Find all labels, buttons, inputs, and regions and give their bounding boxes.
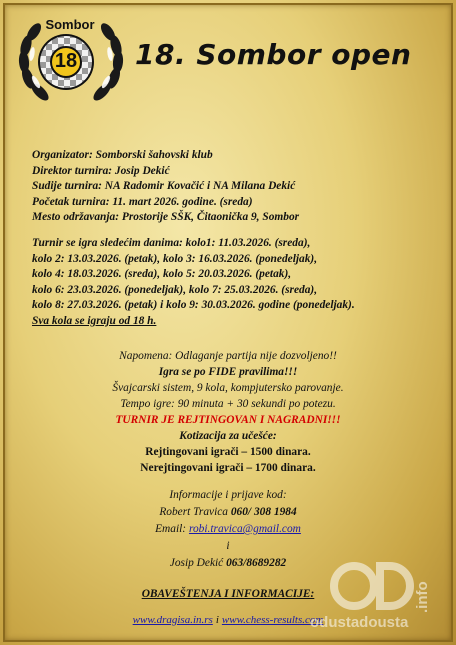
director-line: Direktor turnira: Josip Dekić <box>32 164 170 177</box>
schedule-line: kolo 6: 23.03.2026. (ponedeljak), kolo 7: 25.03.2026. (sreda), <box>32 283 318 296</box>
fide-rules-note: Igra se po FIDE pravilima!!! <box>158 366 298 378</box>
watermark-side-text: .info <box>414 581 431 613</box>
fee-title: Kotizacija za učešće: <box>179 430 277 442</box>
chess-results-link[interactable]: www.chess-results.com <box>221 614 324 626</box>
email-link[interactable]: robi.travica@gmail.com <box>188 523 301 535</box>
footer-links <box>0 614 456 626</box>
organizer-line: Organizator: Somborski šahovski klub <box>32 149 213 161</box>
round-schedule <box>32 236 447 330</box>
schedule-line: Turnir se igra sledećim danima: kolo1: 11.03.2026. (sreda), <box>32 237 311 249</box>
contact-heading: Informacije i prijave kod: <box>169 489 287 501</box>
sombor-logo <box>10 8 132 113</box>
footer-title: OBAVEŠTENJA I INFORMACIJE: <box>141 588 315 600</box>
page-title: 18. Sombor open <box>135 38 412 71</box>
schedule-line: kolo 8: 27.03.2026. (petak) i kolo 9: 30.03.2026. godine (ponedeljak). <box>32 299 355 312</box>
schedule-line: kolo 4: 18.03.2026. (sreda), kolo 5: 20.03.2026. (petak), <box>32 268 292 281</box>
system-note: Švajcarski sistem, 9 kola, kompjutersko parovanje. <box>112 382 344 394</box>
arbiters-line: Sudije turnira: NA Radomir Kovačić i NA Milana Dekić <box>32 180 296 193</box>
contact-phone-2: 063/8689282 <box>226 557 287 569</box>
postpone-note: Napomena: Odlaganje partija nije dozvoljeno!! <box>119 350 337 362</box>
watermark-text: odustadousta <box>310 614 409 631</box>
rated-announcement: TURNIR JE REJTINGOVAN I NAGRADNI!!! <box>115 414 341 426</box>
dragisa-link[interactable]: www.dragisa.in.rs <box>132 614 213 626</box>
logo-number: 18 <box>54 50 78 72</box>
tempo-note: Tempo igre: 90 minuta + 30 sekundi po potezu. <box>120 398 336 410</box>
rules-notes <box>0 348 456 476</box>
venue-line: Mesto održavanja: Prostorije SŠK, Čitaonička 9, Sombor <box>32 211 300 224</box>
footer-separator: i <box>215 614 219 626</box>
contact-name-2: Josip Dekić <box>169 557 224 569</box>
start-date-line: Početak turnira: 11. mart 2026. godine. (sreda) <box>32 195 253 208</box>
contact-phone-1: 060/ 308 1984 <box>230 506 297 518</box>
contact-name-1: Robert Travica <box>159 506 228 518</box>
logo-label: Sombor <box>45 17 95 32</box>
fee-unrated: Nerejtingovani igrači – 1700 dinara. <box>140 462 316 474</box>
contact-and: i <box>226 540 230 552</box>
email-label: Email: <box>155 523 187 535</box>
tournament-info <box>32 148 442 226</box>
start-time-note: Sva kola se igraju od 18 h. <box>32 314 157 327</box>
contact-info <box>0 487 456 572</box>
fee-rated: Rejtingovani igrači – 1500 dinara. <box>145 446 311 458</box>
schedule-line: kolo 2: 13.03.2026. (petak), kolo 3: 16.03.2026. (ponedeljak), <box>32 252 318 265</box>
